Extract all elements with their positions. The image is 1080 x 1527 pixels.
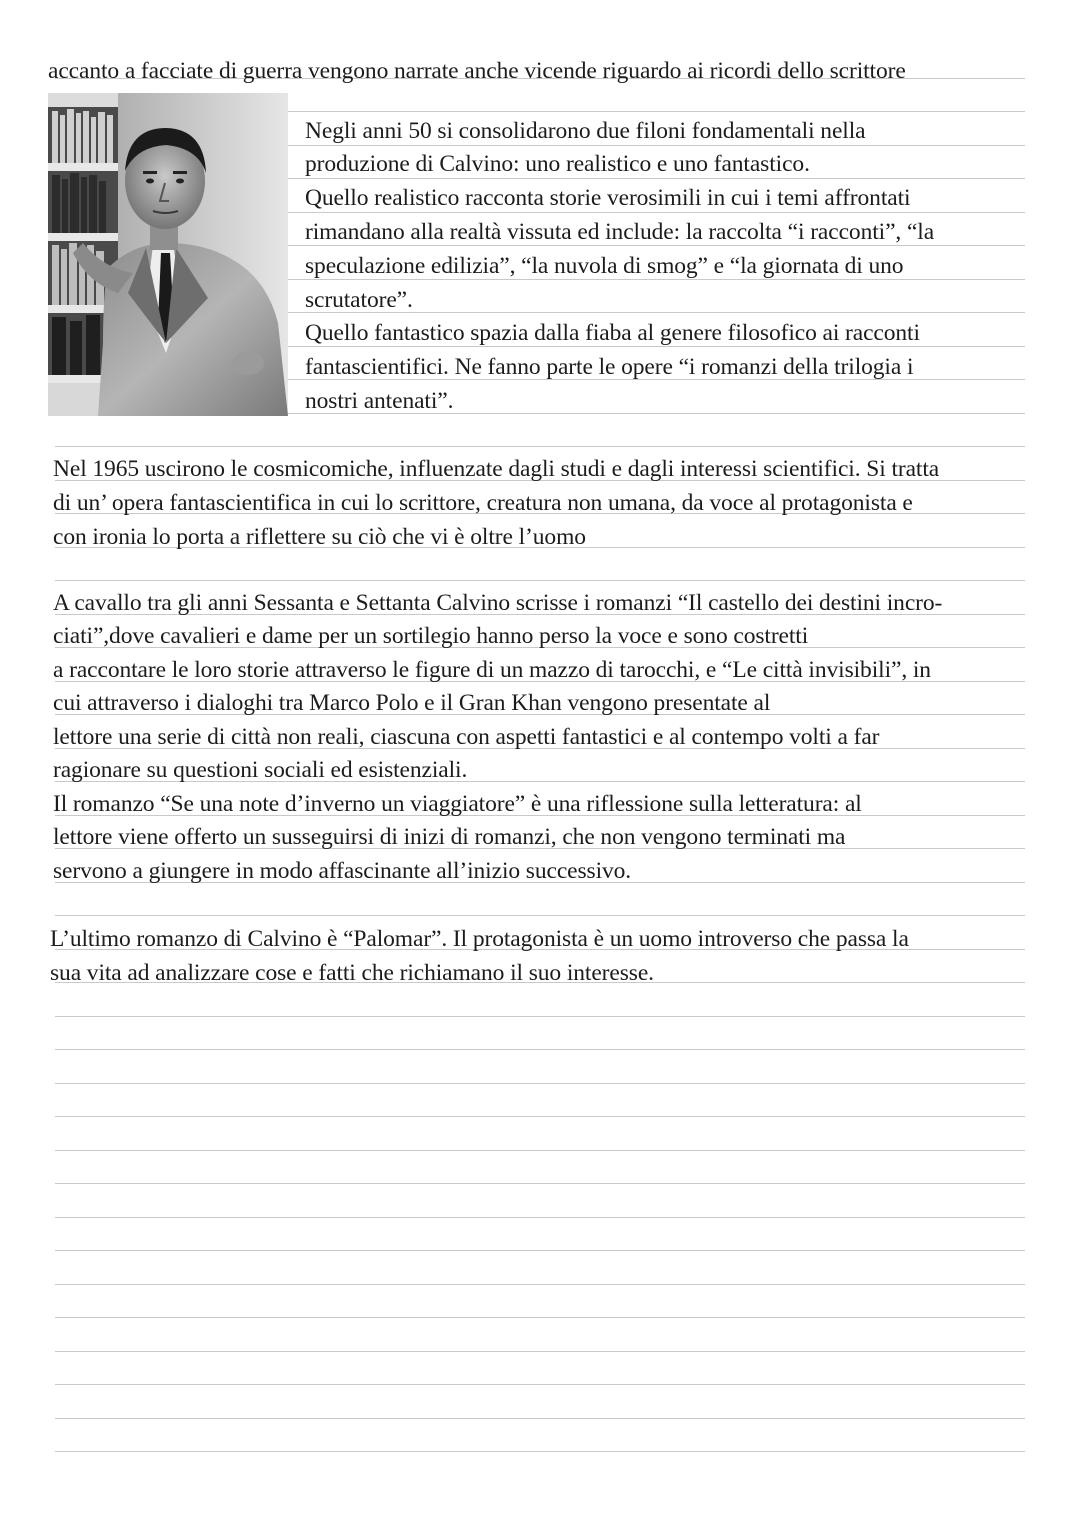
intro-line: accanto a facciate di guerra vengono narrate anche vicende riguardo ai ricordi dello scrittore — [48, 58, 906, 84]
romanzi-line: servono a giungere in modo affascinante all’inizio successivo. — [53, 858, 632, 884]
side-paragraph-line: nostri antenati”. — [305, 388, 454, 414]
side-paragraph-line: rimandano alla realtà vissuta ed include: la raccolta “i racconti”, “la — [305, 219, 935, 245]
ruled-line — [55, 1418, 1025, 1419]
side-paragraph-line: Quello realistico racconta storie verosimili in cui i temi affrontati — [305, 185, 911, 211]
ruled-line — [55, 1217, 1025, 1218]
cosmicomiche-line: di un’ opera fantascientifica in cui lo scrittore, creatura non umana, da voce al protagonista e — [53, 490, 913, 516]
ruled-line — [55, 1250, 1025, 1251]
ruled-line — [55, 1150, 1025, 1151]
cosmicomiche-line: Nel 1965 uscirono le cosmicomiche, influenzate dagli studi e dagli interessi scientifici. Si tratta — [53, 456, 940, 482]
romanzi-line: lettore una serie di città non reali, ciascuna con aspetti fantastici e al contempo volti a far — [53, 724, 880, 750]
romanzi-line: A cavallo tra gli anni Sessanta e Settanta Calvino scrisse i romanzi “Il castello dei destini incro- — [53, 590, 943, 616]
ruled-line — [55, 1116, 1025, 1117]
romanzi-line: ciati”,dove cavalieri e dame per un sortilegio hanno perso la voce e sono costretti — [53, 623, 809, 649]
side-paragraph-line: fantascientifici. Ne fanno parte le opere “i romanzi della trilogia i — [305, 354, 914, 380]
ruled-line — [55, 580, 1025, 581]
ruled-line — [55, 1384, 1025, 1385]
romanzi-line: Il romanzo “Se una note d’inverno un viaggiatore” è una riflessione sulla letteratura: al — [53, 791, 862, 817]
ruled-line — [55, 1183, 1025, 1184]
side-paragraph-line: produzione di Calvino: uno realistico e uno fantastico. — [305, 151, 810, 177]
cosmicomiche-line: con ironia lo porta a riflettere su ciò che vi è oltre l’uomo — [53, 524, 586, 550]
side-paragraph-line: Negli anni 50 si consolidarono due filoni fondamentali nella — [305, 118, 866, 144]
romanzi-line: a raccontare le loro storie attraverso le figure di un mazzo di tarocchi, e “Le città invisibili”, in — [53, 657, 931, 683]
ruled-line — [55, 1049, 1025, 1050]
romanzi-line: lettore viene offerto un susseguirsi di inizi di romanzi, che non vengono terminati ma — [53, 824, 846, 850]
side-paragraph-line: Quello fantastico spazia dalla fiaba al genere filosofico ai racconti — [305, 320, 920, 346]
ruled-line — [55, 1351, 1025, 1352]
ruled-line — [55, 1317, 1025, 1318]
romanzi-line: cui attraverso i dialoghi tra Marco Polo e il Gran Khan vengono presentate al — [53, 690, 771, 716]
ruled-line — [55, 1016, 1025, 1017]
ruled-line — [55, 1083, 1025, 1084]
side-paragraph-line: speculazione edilizia”, “la nuvola di smog” e “la giornata di uno — [305, 253, 904, 279]
palomar-line: sua vita ad analizzare cose e fatti che richiamano il suo interesse. — [50, 960, 654, 986]
palomar-line: L’ultimo romanzo di Calvino è “Palomar”. Il protagonista è un uomo introverso che passa la — [50, 926, 909, 952]
romanzi-line: ragionare su questioni sociali ed esistenziali. — [53, 757, 468, 783]
ruled-line — [55, 446, 1025, 447]
ruled-line — [55, 1451, 1025, 1452]
ruled-line — [55, 915, 1025, 916]
side-paragraph-line: scrutatore”. — [305, 287, 413, 313]
ruled-line — [55, 1284, 1025, 1285]
author-photo — [48, 93, 288, 416]
